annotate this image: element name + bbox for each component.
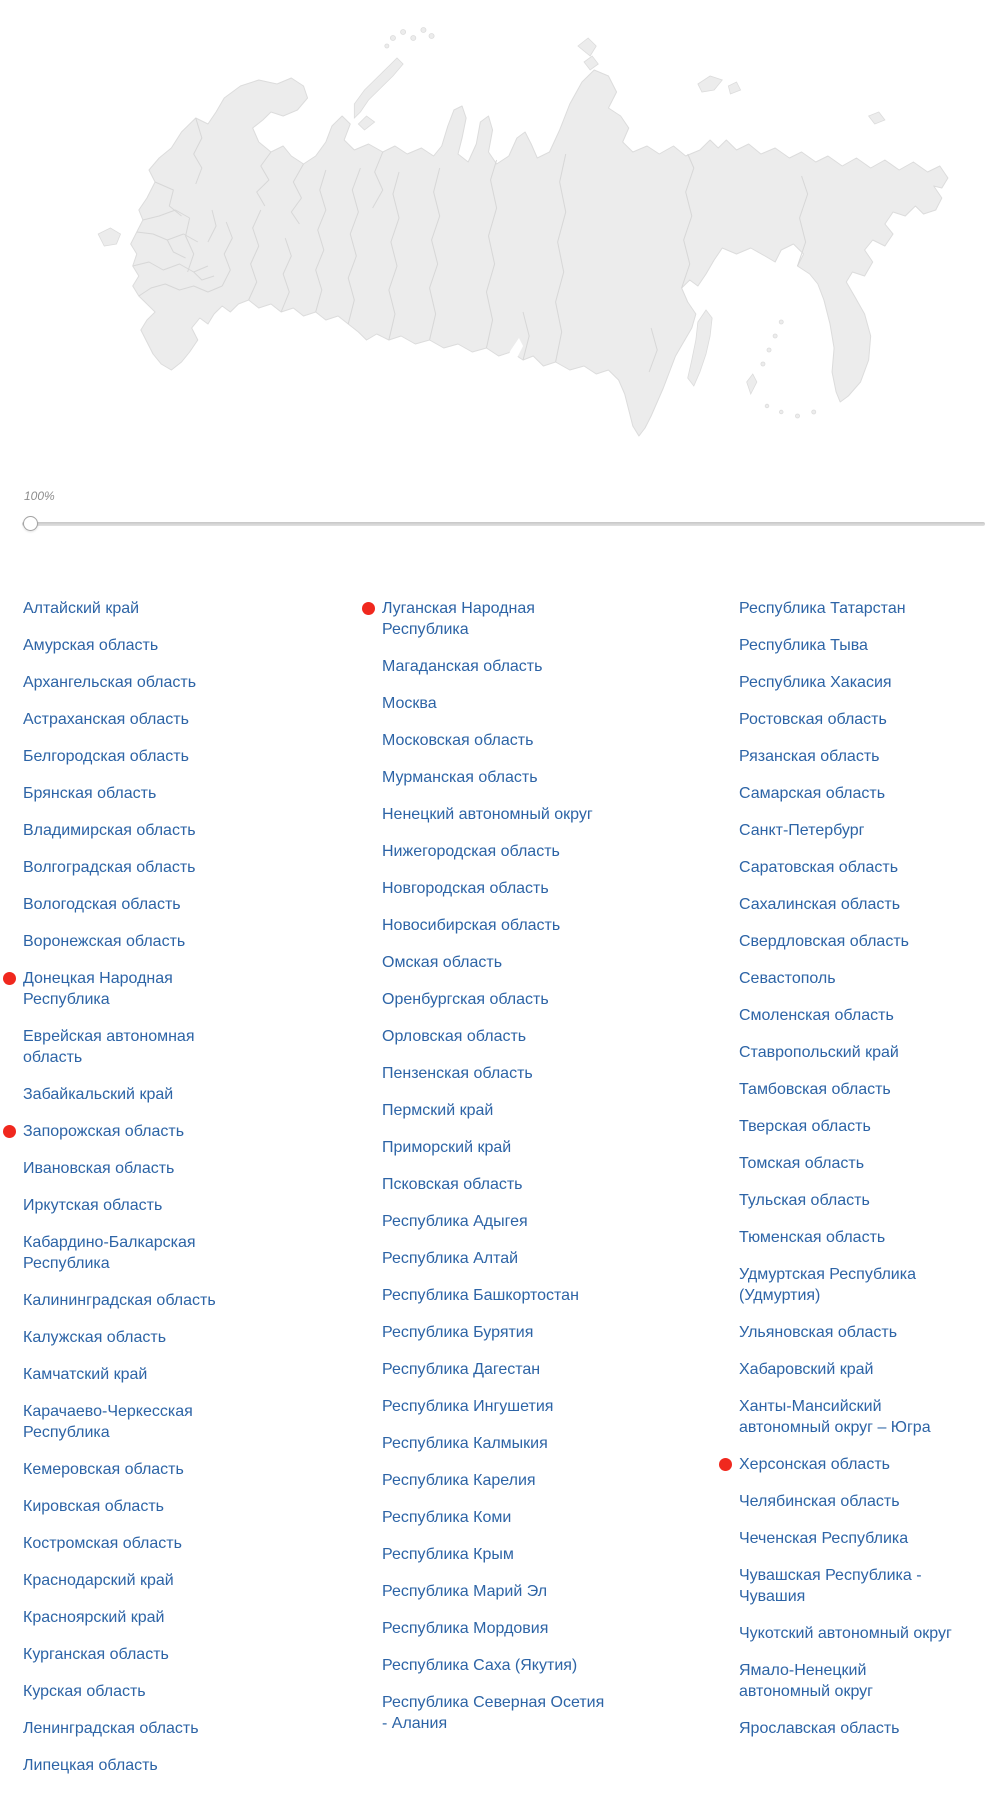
- region-link[interactable]: Кемеровская область: [23, 1461, 184, 1478]
- region-item: [382, 915, 612, 936]
- region-item: [382, 1544, 612, 1565]
- region-item: [739, 598, 957, 619]
- region-link[interactable]: Ярославская область: [739, 1720, 900, 1737]
- region-link[interactable]: Волгоградская область: [23, 859, 196, 876]
- region-link[interactable]: Республика Саха (Якутия): [382, 1657, 578, 1674]
- region-link[interactable]: Владимирская область: [23, 822, 196, 839]
- region-link[interactable]: Курганская область: [23, 1646, 169, 1663]
- region-item: [382, 1433, 612, 1454]
- region-link[interactable]: Республика Дагестан: [382, 1361, 541, 1378]
- region-item: [739, 1116, 957, 1137]
- region-link[interactable]: Тамбовская область: [739, 1081, 891, 1098]
- region-item: [382, 656, 612, 677]
- region-item: [23, 1718, 253, 1739]
- region-link[interactable]: Ивановская область: [23, 1160, 175, 1177]
- region-link[interactable]: Республика Тыва: [739, 637, 868, 654]
- russia-map[interactable]: [88, 20, 952, 450]
- region-item: [23, 783, 253, 804]
- zoom-slider-track[interactable]: [22, 522, 985, 526]
- region-item: [382, 841, 612, 862]
- marker-dot-icon: [719, 1458, 732, 1471]
- region-link[interactable]: Забайкальский край: [23, 1086, 174, 1103]
- region-item: [23, 1327, 253, 1348]
- zoom-slider-thumb[interactable]: [23, 516, 38, 531]
- region-item: [739, 1322, 957, 1343]
- region-item: [23, 931, 253, 952]
- region-item: [23, 968, 253, 1010]
- region-link[interactable]: Астраханская область: [23, 711, 189, 728]
- region-link[interactable]: Московская область: [382, 732, 534, 749]
- region-link[interactable]: Республика Татарстан: [739, 600, 906, 617]
- region-link[interactable]: Республика Бурятия: [382, 1324, 534, 1341]
- region-link[interactable]: Красноярский край: [23, 1609, 165, 1626]
- region-item: [739, 746, 957, 767]
- region-link[interactable]: Вологодская область: [23, 896, 181, 913]
- region-item: [382, 1359, 612, 1380]
- region-item: [739, 1079, 957, 1100]
- region-link[interactable]: Омская область: [382, 954, 503, 971]
- region-column: [382, 598, 612, 1734]
- zoom-level-label: 100%: [24, 489, 55, 503]
- region-link[interactable]: Томская область: [739, 1155, 865, 1172]
- region-link[interactable]: Воронежская область: [23, 933, 186, 950]
- region-link[interactable]: Чукотский автономный округ: [739, 1625, 952, 1642]
- region-item: [739, 1623, 957, 1644]
- region-item: [382, 1692, 612, 1734]
- region-link[interactable]: Архангельская область: [23, 674, 197, 691]
- region-item: [23, 672, 253, 693]
- region-item: [382, 693, 612, 714]
- region-link[interactable]: Калужская область: [23, 1329, 167, 1346]
- region-item: [382, 878, 612, 899]
- region-link[interactable]: Челябинская область: [739, 1493, 900, 1510]
- region-column: [739, 598, 957, 1739]
- region-link[interactable]: Курская область: [23, 1683, 146, 1700]
- region-link[interactable]: Ханты-Мансийский автономный округ – Югра: [739, 1398, 931, 1436]
- region-item: [23, 1026, 253, 1068]
- region-link[interactable]: Костромская область: [23, 1535, 182, 1552]
- region-link[interactable]: Республика Марий Эл: [382, 1583, 548, 1600]
- region-link[interactable]: Санкт-Петербург: [739, 822, 865, 839]
- region-link[interactable]: Луганская Народная Республика: [382, 600, 535, 638]
- region-link[interactable]: Херсонская область: [739, 1456, 890, 1473]
- region-link[interactable]: Орловская область: [382, 1028, 527, 1045]
- region-item: [382, 989, 612, 1010]
- region-item: [739, 1005, 957, 1026]
- region-item: [739, 968, 957, 989]
- region-link[interactable]: Краснодарский край: [23, 1572, 174, 1589]
- region-link[interactable]: Москва: [382, 695, 437, 712]
- region-item: [382, 952, 612, 973]
- region-link[interactable]: Новгородская область: [382, 880, 549, 897]
- region-item: [23, 1084, 253, 1105]
- region-item: [739, 1565, 957, 1607]
- region-item: [739, 1227, 957, 1248]
- region-item: [23, 857, 253, 878]
- marker-dot-icon: [362, 602, 375, 615]
- region-item: [23, 1496, 253, 1517]
- region-item: [739, 1660, 957, 1702]
- region-link[interactable]: Липецкая область: [23, 1757, 158, 1774]
- region-link[interactable]: Удмуртская Республика (Удмуртия): [739, 1266, 916, 1304]
- region-item: [382, 1026, 612, 1047]
- region-link[interactable]: Псковская область: [382, 1176, 523, 1193]
- region-item: [382, 1507, 612, 1528]
- region-link[interactable]: Сахалинская область: [739, 896, 901, 913]
- region-item: [739, 894, 957, 915]
- region-link[interactable]: Белгородская область: [23, 748, 189, 765]
- region-item: [382, 1322, 612, 1343]
- region-item: [382, 1174, 612, 1195]
- region-link[interactable]: Самарская область: [739, 785, 886, 802]
- region-item: [23, 1533, 253, 1554]
- region-link[interactable]: Кабардино-Балкарская Республика: [23, 1234, 196, 1272]
- region-link[interactable]: Севастополь: [739, 970, 836, 987]
- region-link[interactable]: Ямало-Ненецкий автономный округ: [739, 1662, 873, 1700]
- region-item: [23, 1401, 253, 1443]
- region-item: [739, 635, 957, 656]
- region-link[interactable]: Тверская область: [739, 1118, 871, 1135]
- region-item: [382, 1137, 612, 1158]
- region-link[interactable]: Республика Ингушетия: [382, 1398, 554, 1415]
- region-link[interactable]: Свердловская область: [739, 933, 909, 950]
- region-item: [382, 1285, 612, 1306]
- region-link[interactable]: Амурская область: [23, 637, 159, 654]
- region-link[interactable]: Тульская область: [739, 1192, 870, 1209]
- region-link[interactable]: Республика Алтай: [382, 1250, 519, 1267]
- region-item: [382, 1248, 612, 1269]
- region-link[interactable]: Карачаево-Черкесская Республика: [23, 1403, 193, 1441]
- region-item: [23, 1607, 253, 1628]
- region-item: [382, 1655, 612, 1676]
- region-item: [23, 820, 253, 841]
- region-item: [23, 709, 253, 730]
- region-item: [23, 746, 253, 767]
- region-link[interactable]: Камчатский край: [23, 1366, 148, 1383]
- region-link[interactable]: Мурманская область: [382, 769, 538, 786]
- region-link[interactable]: Еврейская автономная область: [23, 1028, 195, 1066]
- region-link[interactable]: Пензенская область: [382, 1065, 533, 1082]
- region-link[interactable]: Республика Крым: [382, 1546, 514, 1563]
- region-item: [739, 672, 957, 693]
- region-item: [23, 1158, 253, 1179]
- region-link[interactable]: Калининградская область: [23, 1292, 216, 1309]
- region-link[interactable]: Донецкая Народная Республика: [23, 970, 173, 1008]
- region-link[interactable]: Чувашская Республика - Чувашия: [739, 1567, 922, 1605]
- region-link[interactable]: Республика Коми: [382, 1509, 512, 1526]
- region-link[interactable]: Чеченская Республика: [739, 1530, 909, 1547]
- region-item: [382, 1211, 612, 1232]
- region-link[interactable]: Пермский край: [382, 1102, 494, 1119]
- region-item: [739, 783, 957, 804]
- region-link[interactable]: Хабаровский край: [739, 1361, 874, 1378]
- region-item: [739, 1359, 957, 1380]
- region-link[interactable]: Саратовская область: [739, 859, 899, 876]
- region-item: [23, 1121, 253, 1142]
- region-link[interactable]: Республика Башкортостан: [382, 1287, 579, 1304]
- region-link[interactable]: Республика Карелия: [382, 1472, 536, 1489]
- region-item: [739, 1153, 957, 1174]
- region-link[interactable]: Республика Мордовия: [382, 1620, 549, 1637]
- region-item: [739, 1042, 957, 1063]
- region-link[interactable]: Республика Калмыкия: [382, 1435, 548, 1452]
- region-link[interactable]: Новосибирская область: [382, 917, 561, 934]
- region-item: [23, 1290, 253, 1311]
- region-link[interactable]: Брянская область: [23, 785, 157, 802]
- region-item: [23, 1364, 253, 1385]
- region-item: [382, 1470, 612, 1491]
- region-item: [23, 1232, 253, 1274]
- region-link[interactable]: Ульяновская область: [739, 1324, 898, 1341]
- region-link[interactable]: Смоленская область: [739, 1007, 894, 1024]
- region-link[interactable]: Ростовская область: [739, 711, 887, 728]
- region-link[interactable]: Нижегородская область: [382, 843, 560, 860]
- region-item: [23, 635, 253, 656]
- region-item: [739, 1396, 957, 1438]
- region-link[interactable]: Республика Адыгея: [382, 1213, 528, 1230]
- russia-map-svg[interactable]: [88, 20, 952, 450]
- region-item: [382, 804, 612, 825]
- region-item: [739, 1528, 957, 1549]
- region-link[interactable]: Республика Северная Осетия - Алания: [382, 1694, 605, 1732]
- region-item: [382, 1618, 612, 1639]
- region-item: [23, 1570, 253, 1591]
- region-item: [739, 1718, 957, 1739]
- region-item: [23, 1195, 253, 1216]
- region-item: [382, 1396, 612, 1417]
- marker-dot-icon: [3, 1125, 16, 1138]
- region-item: [739, 857, 957, 878]
- region-link[interactable]: Рязанская область: [739, 748, 880, 765]
- region-item: [382, 1100, 612, 1121]
- region-link[interactable]: Магаданская область: [382, 658, 543, 675]
- region-link[interactable]: Кировская область: [23, 1498, 164, 1515]
- region-column: [23, 598, 253, 1776]
- region-item: [739, 820, 957, 841]
- region-item: [739, 1264, 957, 1306]
- region-link[interactable]: Тюменская область: [739, 1229, 886, 1246]
- region-item: [739, 1491, 957, 1512]
- region-item: [23, 1644, 253, 1665]
- region-item: [739, 1454, 957, 1475]
- region-item: [739, 931, 957, 952]
- region-item: [739, 709, 957, 730]
- region-item: [23, 1459, 253, 1480]
- region-link[interactable]: Ставропольский край: [739, 1044, 899, 1061]
- region-item: [23, 598, 253, 619]
- region-item: [382, 730, 612, 751]
- region-link[interactable]: Ненецкий автономный округ: [382, 806, 593, 823]
- region-item: [382, 767, 612, 788]
- region-link[interactable]: Иркутская область: [23, 1197, 163, 1214]
- region-item: [382, 598, 612, 640]
- region-link[interactable]: Республика Хакасия: [739, 674, 892, 691]
- region-item: [23, 1755, 253, 1776]
- region-link[interactable]: Приморский край: [382, 1139, 512, 1156]
- region-link[interactable]: Запорожская область: [23, 1123, 185, 1140]
- marker-dot-icon: [3, 972, 16, 985]
- region-link[interactable]: Алтайский край: [23, 600, 140, 617]
- region-link[interactable]: Оренбургская область: [382, 991, 549, 1008]
- region-link[interactable]: Ленинградская область: [23, 1720, 199, 1737]
- region-item: [739, 1190, 957, 1211]
- region-item: [382, 1063, 612, 1084]
- region-item: [382, 1581, 612, 1602]
- region-item: [23, 1681, 253, 1702]
- region-item: [23, 894, 253, 915]
